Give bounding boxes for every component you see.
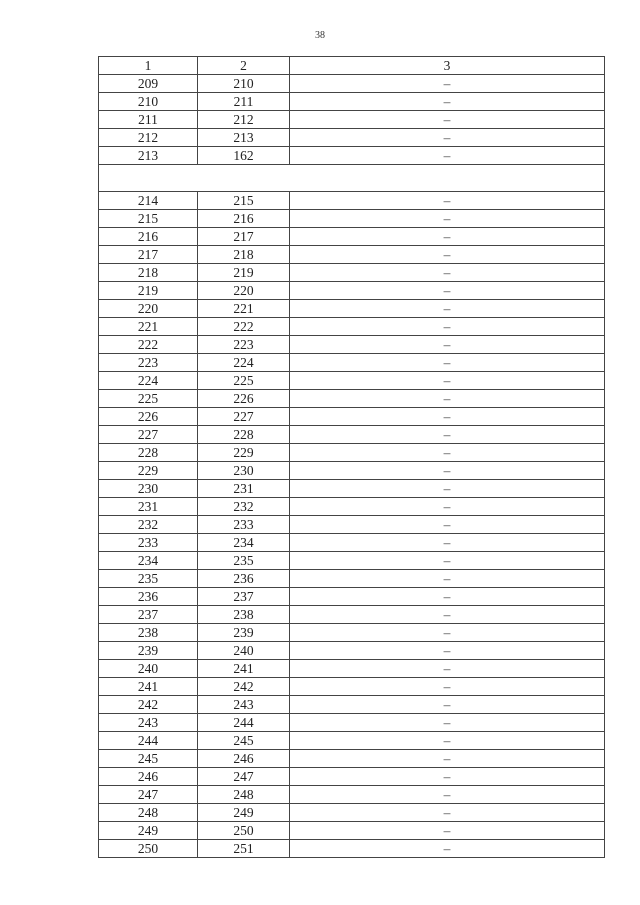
table-row: [99, 804, 605, 822]
table-row: [99, 660, 605, 678]
table-row: [99, 534, 605, 552]
table-cell: –: [290, 768, 605, 786]
table-row: [99, 111, 605, 129]
table-cell: –: [290, 129, 605, 147]
table-cell: 238: [198, 606, 290, 624]
table-cell: –: [290, 354, 605, 372]
table-row: [99, 75, 605, 93]
table-cell: –: [290, 210, 605, 228]
table-cell: 223: [198, 336, 290, 354]
table-row: [99, 678, 605, 696]
table-cell: 227: [99, 426, 198, 444]
table-cell: –: [290, 282, 605, 300]
table-row: [99, 480, 605, 498]
table-cell: –: [290, 714, 605, 732]
table-cell: 243: [99, 714, 198, 732]
table-cell: –: [290, 696, 605, 714]
table-cell: 212: [99, 129, 198, 147]
table-cell: –: [290, 552, 605, 570]
table-cell: 216: [198, 210, 290, 228]
table-cell: –: [290, 498, 605, 516]
table-row: [99, 732, 605, 750]
table-cell: 240: [99, 660, 198, 678]
table-row: [99, 570, 605, 588]
table-cell: 226: [198, 390, 290, 408]
table-cell: 249: [198, 804, 290, 822]
table-cell: 239: [198, 624, 290, 642]
table-cell: –: [290, 678, 605, 696]
page-number: 38: [315, 30, 325, 41]
table-cell: 234: [198, 534, 290, 552]
table-cell: 221: [99, 318, 198, 336]
table-cell: 236: [99, 588, 198, 606]
table-cell: –: [290, 228, 605, 246]
table-row: [99, 426, 605, 444]
table-row: [99, 750, 605, 768]
table-cell: –: [290, 534, 605, 552]
table-cell: –: [290, 642, 605, 660]
table-row: [99, 786, 605, 804]
table-row: [99, 498, 605, 516]
table-cell: 238: [99, 624, 198, 642]
table-cell: 228: [198, 426, 290, 444]
table-cell: 250: [198, 822, 290, 840]
table-cell: –: [290, 336, 605, 354]
table-cell: –: [290, 750, 605, 768]
table-cell: 219: [99, 282, 198, 300]
table-row: [99, 372, 605, 390]
table-cell: 210: [198, 75, 290, 93]
table-cell: 230: [198, 462, 290, 480]
table-cell: –: [290, 480, 605, 498]
table-cell: 220: [198, 282, 290, 300]
table-cell: 224: [99, 372, 198, 390]
table-cell: –: [290, 372, 605, 390]
table-cell: –: [290, 822, 605, 840]
table-cell: 230: [99, 480, 198, 498]
table-cell: –: [290, 408, 605, 426]
table-row: [99, 768, 605, 786]
column-header-3: 3: [290, 57, 605, 75]
table-cell: 211: [99, 111, 198, 129]
table-row: [99, 462, 605, 480]
table-cell: 219: [198, 264, 290, 282]
table-cell: 245: [99, 750, 198, 768]
table-cell: 248: [99, 804, 198, 822]
table-cell: 241: [99, 678, 198, 696]
table-row: [99, 624, 605, 642]
table-cell: 246: [99, 768, 198, 786]
table-cell: 233: [198, 516, 290, 534]
table-cell: –: [290, 660, 605, 678]
table-row: [99, 282, 605, 300]
table-cell: 216: [99, 228, 198, 246]
table-cell: 214: [99, 192, 198, 210]
table-cell: 218: [198, 246, 290, 264]
table-cell: 239: [99, 642, 198, 660]
table-cell: 242: [198, 678, 290, 696]
table-cell: 229: [198, 444, 290, 462]
table-cell: –: [290, 93, 605, 111]
table-row: [99, 516, 605, 534]
table-divider-row: [99, 165, 605, 192]
table-cell: 243: [198, 696, 290, 714]
table-cell: 222: [99, 336, 198, 354]
table-cell: 248: [198, 786, 290, 804]
table-cell: 235: [99, 570, 198, 588]
table-row: [99, 300, 605, 318]
table-row: [99, 336, 605, 354]
table-cell: 229: [99, 462, 198, 480]
table-cell: –: [290, 75, 605, 93]
table-cell: 213: [99, 147, 198, 165]
table-cell: 233: [99, 534, 198, 552]
table-cell: –: [290, 786, 605, 804]
data-table: [98, 56, 605, 858]
table-row: [99, 147, 605, 165]
table-cell: –: [290, 390, 605, 408]
table-cell: 232: [198, 498, 290, 516]
table-cell: 236: [198, 570, 290, 588]
table-cell: –: [290, 426, 605, 444]
table-cell: 220: [99, 300, 198, 318]
table-cell: 244: [198, 714, 290, 732]
table-cell: –: [290, 147, 605, 165]
table-cell: 162: [198, 147, 290, 165]
table-row: [99, 210, 605, 228]
table-row: [99, 228, 605, 246]
table-row: [99, 354, 605, 372]
table-row: [99, 552, 605, 570]
table-cell: –: [290, 318, 605, 336]
table-cell: –: [290, 516, 605, 534]
table-cell: 237: [198, 588, 290, 606]
table-cell: 210: [99, 93, 198, 111]
table-cell: 250: [99, 840, 198, 858]
table-cell: 244: [99, 732, 198, 750]
table-cell: 241: [198, 660, 290, 678]
table-header-row: [99, 57, 605, 75]
table-cell: 222: [198, 318, 290, 336]
table-row: [99, 93, 605, 111]
table-cell: –: [290, 804, 605, 822]
table-row: [99, 696, 605, 714]
table-cell: –: [290, 606, 605, 624]
table-cell: 212: [198, 111, 290, 129]
table-cell: –: [290, 444, 605, 462]
table-cell: 224: [198, 354, 290, 372]
table-row: [99, 606, 605, 624]
table-row: [99, 822, 605, 840]
table-cell: –: [290, 246, 605, 264]
table-cell: 237: [99, 606, 198, 624]
table-cell: 232: [99, 516, 198, 534]
table-cell: 209: [99, 75, 198, 93]
table-cell: 221: [198, 300, 290, 318]
table-cell: 231: [99, 498, 198, 516]
table-row: [99, 192, 605, 210]
table-row: [99, 264, 605, 282]
table-row: [99, 129, 605, 147]
table-cell: 234: [99, 552, 198, 570]
table-cell: 247: [99, 786, 198, 804]
table-row: [99, 246, 605, 264]
table-cell: 251: [198, 840, 290, 858]
table-cell: 215: [198, 192, 290, 210]
table-cell: 217: [198, 228, 290, 246]
table-row: [99, 408, 605, 426]
empty-cell: [99, 165, 605, 192]
table-cell: 223: [99, 354, 198, 372]
table-cell: 211: [198, 93, 290, 111]
table-cell: 247: [198, 768, 290, 786]
table-row: [99, 588, 605, 606]
table-cell: 225: [99, 390, 198, 408]
table-cell: 215: [99, 210, 198, 228]
table-cell: 231: [198, 480, 290, 498]
table-cell: –: [290, 264, 605, 282]
table-cell: –: [290, 462, 605, 480]
table-cell: –: [290, 192, 605, 210]
table-cell: –: [290, 300, 605, 318]
table-cell: 225: [198, 372, 290, 390]
table-cell: –: [290, 570, 605, 588]
table-cell: 235: [198, 552, 290, 570]
table-cell: 249: [99, 822, 198, 840]
table-cell: 228: [99, 444, 198, 462]
table-cell: 226: [99, 408, 198, 426]
table-row: [99, 390, 605, 408]
table-cell: –: [290, 624, 605, 642]
table-row: [99, 444, 605, 462]
table-cell: 227: [198, 408, 290, 426]
table-row: [99, 318, 605, 336]
table-body: [99, 57, 605, 858]
table-cell: 218: [99, 264, 198, 282]
table-row: [99, 840, 605, 858]
table-cell: 240: [198, 642, 290, 660]
table-cell: –: [290, 111, 605, 129]
table-cell: –: [290, 588, 605, 606]
column-header-1: 1: [99, 57, 198, 75]
table-cell: –: [290, 732, 605, 750]
column-header-2: 2: [198, 57, 290, 75]
table-cell: 245: [198, 732, 290, 750]
table-row: [99, 642, 605, 660]
table-cell: –: [290, 840, 605, 858]
table-row: [99, 714, 605, 732]
table-cell: 213: [198, 129, 290, 147]
table-cell: 246: [198, 750, 290, 768]
table-cell: 217: [99, 246, 198, 264]
table-cell: 242: [99, 696, 198, 714]
